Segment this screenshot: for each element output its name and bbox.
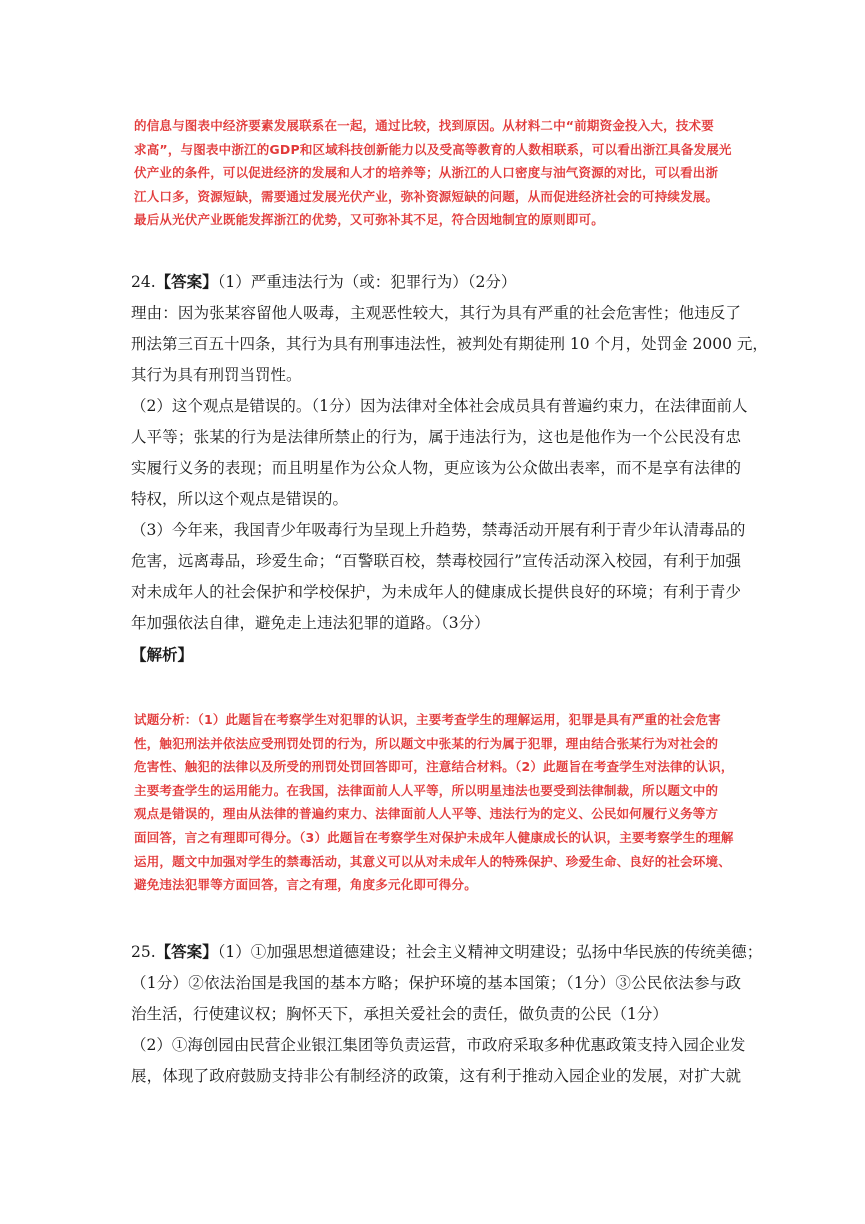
analysis-line: 试题分析：（1）此题旨在考察学生对犯罪的认识，主要考查学生的理解运用，犯罪是具有严重的社会危害 (134, 712, 721, 727)
answer-line: 展，体现了政府鼓励支持非公有制经济的政策，这有利于推动入园企业的发展，对扩大就 (131, 1067, 741, 1085)
answer-line: 刑法第三百五十四条，其行为具有刑事违法性，被判处有期徒刑 10 个月，处罚金 2000 元， (131, 335, 768, 353)
q24-analysis-block (134, 708, 744, 897)
answer-line: 特权，所以这个观点是错误的。 (131, 490, 349, 508)
q24-answer-block (131, 266, 768, 670)
answer-line: 年加强依法自律，避免走上违法犯罪的道路。（3分） (131, 614, 490, 632)
answer-line: （1分）②依法治国是我国的基本方略；保护环境的基本国策；（1分）③公民依法参与政 (131, 974, 741, 992)
answer-line: （2）①海创园由民营企业银江集团等负责运营，市政府采取多种优惠政策支持入园企业发 (131, 1036, 746, 1054)
answer-line: 理由：因为张某容留他人吸毒，主观恶性较大，其行为具有严重的社会危害性；他违反了 (131, 304, 741, 322)
analysis-line: 伏产业的条件，可以促进经济的发展和人才的培养等；从浙江的人口密度与油气资源的对比，可以看出浙 (134, 165, 719, 180)
answer-text: （1）①加强思想道德建设；社会主义精神文明建设；弘扬中华民族的传统美德； (217, 943, 763, 961)
answer-line: （2）这个观点是错误的。（1分）因为法律对全体社会成员具有普遍约束力，在法律面前人 (131, 397, 748, 415)
analysis-line: 求高”，与图表中浙江的GDP和区域科技创新能力以及受高等教育的人数相联系，可以看出浙江具备发展光 (134, 141, 732, 157)
answer-line: 实履行义务的表现；而且明星作为公众人物，更应该为公众做出表率，而不是享有法律的 (131, 459, 741, 477)
analysis-line: 性，触犯刑法并依法应受刑罚处罚的行为，所以题文中张某的行为属于犯罪，理由结合张某行为对社会的 (134, 735, 719, 751)
analysis-line: 运用，题文中加强对学生的禁毒活动，其意义可以从对未成年人的特殊保护、珍爱生命、良好的社会环境、 (134, 853, 731, 869)
analysis-line: 危害性、触犯的法律以及所受的刑罚处罚回答即可，注意结合材料。（2）此题旨在考查学生对法律的认识， (134, 759, 734, 775)
top-analysis-block (134, 114, 744, 232)
question-number: 25. (131, 943, 156, 961)
answer-line: 对未成年人的社会保护和学校保护，为未成年人的健康成长提供良好的环境；有利于青少 (131, 583, 741, 601)
answer-line: （3）今年来，我国青少年吸毒行为呈现上升趋势，禁毒活动开展有利于青少年认清毒品的 (131, 521, 746, 539)
analysis-line: 的信息与图表中经济要素发展联系在一起，通过比较，找到原因。从材料二中“前期资金投入大，技术要 (134, 118, 714, 133)
analysis-line: 避免违法犯罪等方面回答，言之有理，角度多元化即可得分。 (134, 877, 477, 893)
analysis-line: 观点是错误的，理由从法律的普遍约束力、法律面前人人平等、违法行为的定义、公民如何履行义务等方 (134, 806, 719, 822)
answer-text: （1）严重违法行为（或：犯罪行为）（2分） (217, 273, 517, 291)
analysis-line: 主要考查学生的运用能力。在我国，法律面前人人平等，所以明星违法也要受到法律制裁，所以题文中的 (134, 782, 719, 798)
answer-line: 其行为具有刑罚当罚性。 (131, 366, 302, 384)
answer-tag: 【答案】 (155, 942, 218, 961)
analysis-tag: 【解析】 (131, 645, 194, 664)
analysis-line: 江人口多，资源短缺，需要通过发展光伏产业，弥补资源短缺的问题，从而促进经济社会的可持续发展。 (134, 188, 719, 204)
answer-line: 治生活，行使建议权；胸怀天下，承担关爱社会的责任，做负责的公民（1分） (131, 1005, 668, 1023)
analysis-line: 最后从光伏产业既能发挥浙江的优势，又可弥补其不足，符合因地制宜的原则即可。 (134, 212, 604, 227)
answer-line: 危害，远离毒品，珍爱生命；“百警联百校，禁毒校园行”宣传活动深入校园，有利于加强 (131, 552, 741, 570)
analysis-line: 面回答，言之有理即可得分。（3）此题旨在考察学生对保护未成年人健康成长的认识，主要考察学生的理解 (134, 829, 734, 845)
answer-line: 人平等；张某的行为是法律所禁止的行为，属于违法行为，这也是他作为一个公民没有忠 (131, 428, 741, 446)
question-number: 24. (131, 273, 156, 291)
q25-answer-block (131, 936, 763, 1092)
q25-header (131, 936, 763, 968)
q24-header (131, 266, 741, 298)
answer-tag: 【答案】 (155, 272, 218, 291)
